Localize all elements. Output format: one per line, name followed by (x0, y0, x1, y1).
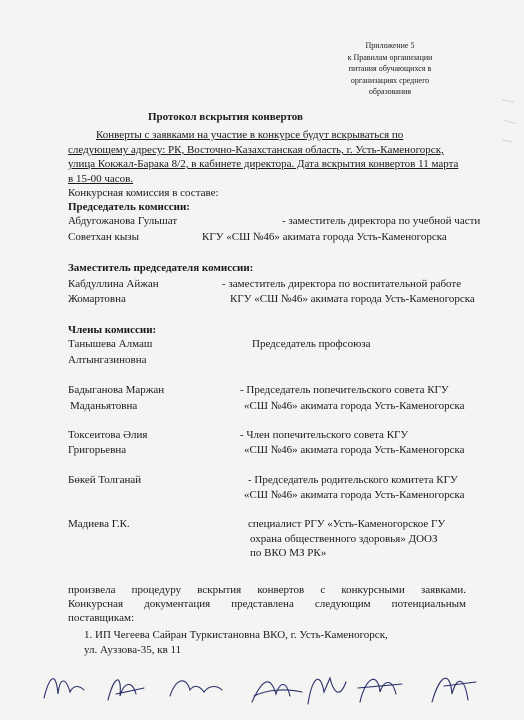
signature-7 (432, 678, 476, 702)
commission-heading: Конкурсная комиссия в составе: (68, 187, 219, 199)
appendix-note (330, 40, 450, 98)
deputy-organization: КГУ «СШ №46» акимата города Усть-Каменогорска (230, 293, 475, 305)
document-title: Протокол вскрытия конвертов (148, 111, 303, 123)
member-role: - Председатель родительского комитета КГУ (248, 474, 458, 486)
appendix-line: организациях среднего (350, 75, 430, 85)
supplier-item: ул. Ауззова-35, кв 11 (84, 644, 182, 656)
appendix-line: Приложение 5 (365, 41, 415, 50)
member-name: Танышева Алмаш (68, 338, 153, 350)
appendix-line: к Правилам организации (347, 52, 433, 62)
chair-name: Абдугожанова Гульшат (68, 215, 178, 227)
member-organization: «СШ №46» акимата города Усть-Каменогорска (244, 400, 465, 412)
signature-1 (44, 679, 84, 698)
member-role: Председатель профсоюза (252, 338, 371, 350)
member-organization: по ВКО МЗ РК» (250, 547, 327, 559)
member-organization: «СШ №46» акимата города Усть-Каменогорска (244, 444, 465, 456)
member-role: специалист РГУ «Усть-Каменогорское ГУ (248, 518, 446, 530)
appendix-line: образования (368, 87, 412, 96)
chair-patronymic: Советхан кызы (68, 231, 140, 243)
signature-2 (108, 680, 144, 700)
chair-heading: Председатель комиссии: (68, 201, 190, 213)
member-patronymic: Алтынгазиновна (68, 354, 147, 366)
member-organization: охрана общественного здоровья» ДООЗ (250, 533, 438, 545)
member-role: - Председатель попечительского совета КГУ (240, 384, 449, 396)
deputy-patronymic: Жомартовна (68, 293, 126, 305)
signature-5 (308, 678, 346, 704)
procedure-line: произвела процедуру вскрытия конвертов с конкурсными заявками. (68, 584, 466, 596)
members-heading: Члены комиссии: (68, 324, 157, 336)
supplier-item: 1. ИП Чегеева Сайран Туркистановна ВКО, г. Усть-Каменогорск, (84, 629, 388, 641)
intro-line: Конверты с заявками на участие в конкурсе будут вскрываться по (96, 129, 404, 141)
intro-line: улица Кокжал-Барака 8/2, в кабинете директора. Дата вскрытия конвертов 11 марта (68, 158, 459, 170)
signatures (40, 664, 500, 712)
member-patronymic: Григорьевна (68, 444, 127, 456)
member-name: Бадыганова Маржан (68, 384, 165, 396)
member-patronymic: Маданьятовна (70, 400, 138, 412)
scan-artifact (500, 90, 520, 150)
intro-line: следующему адресу: РК, Восточно-Казахстанская область, г. Усть-Каменогорск, (68, 144, 444, 156)
member-name: Токсеитова Әлия (68, 429, 148, 441)
member-organization: «СШ №46» акимата города Усть-Каменогорска (244, 489, 465, 501)
member-name: Бөкей Толганай (68, 474, 142, 486)
appendix-line: питания обучающихся в (348, 64, 432, 73)
chair-role: - заместитель директора по учебной части (282, 215, 481, 227)
deputy-heading: Заместитель председателя комиссии: (68, 262, 254, 274)
procedure-line: поставщикам: (68, 612, 134, 624)
deputy-name: Кабдуллина Айжан (68, 278, 159, 290)
chair-organization: КГУ «СШ №46» акимата города Усть-Каменогорска (202, 231, 447, 243)
deputy-role: - заместитель директора по воспитательной работе (222, 278, 462, 290)
member-role: - Член попечительского совета КГУ (240, 429, 409, 441)
member-name: Мадиева Г.К. (68, 518, 130, 530)
signature-6 (358, 679, 402, 702)
intro-line: в 15-00 часов. (68, 173, 134, 185)
signature-3 (170, 681, 222, 696)
procedure-line: Конкурсная документация представлена следующим потенциальным (68, 598, 466, 610)
signature-4 (252, 682, 302, 702)
